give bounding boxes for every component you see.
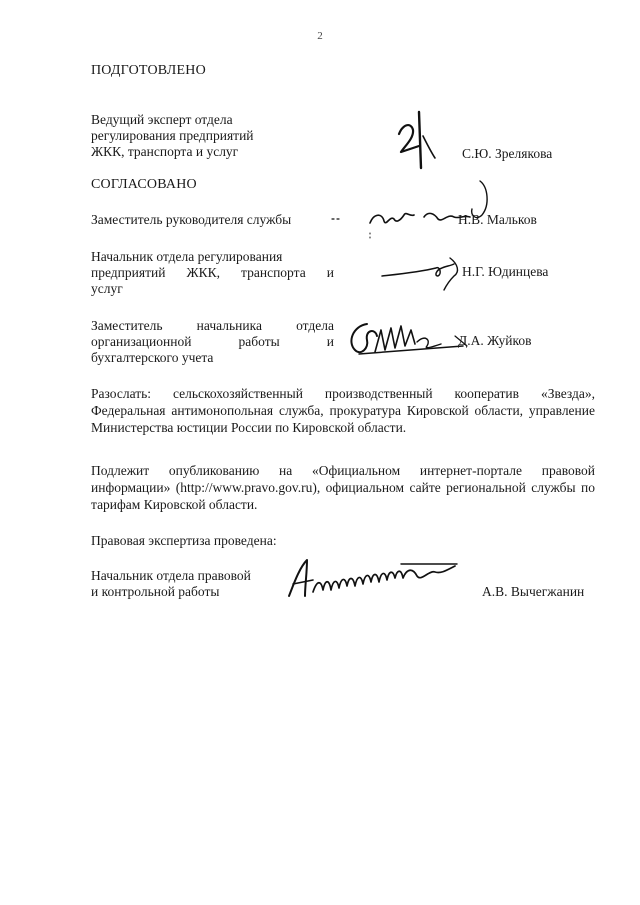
agreed-heading: СОГЛАСОВАНО	[91, 177, 197, 192]
prepared-position	[91, 112, 351, 160]
signer-2-name: Н.Г. Юдинцева	[462, 264, 549, 279]
signer-2-position	[91, 249, 334, 297]
position-line: услуг	[91, 281, 123, 296]
legal-review-note: Правовая экспертиза проведена:	[91, 533, 277, 548]
signature-vychegzhanin	[283, 556, 463, 606]
position-line: предприятий ЖКК, транспорта и	[91, 265, 334, 280]
signature-zhuikov	[345, 316, 475, 364]
signer-1-position	[91, 212, 331, 228]
position-line: Заместитель руководителя службы	[91, 212, 292, 227]
position-line: организационной работы и	[91, 334, 334, 349]
position-line: бухгалтерского учета	[91, 350, 214, 365]
position-line: ЖКК, транспорта и услуг	[91, 144, 239, 159]
signature-malkov	[330, 175, 500, 245]
prepared-heading: ПОДГОТОВЛЕНО	[91, 63, 206, 78]
signer-3-name: Д.А. Жуйков	[458, 333, 532, 348]
distribution-list: Разослать: сельскохозяйственный производственный кооператив «Звезда», Федеральная антимонопольная служба, прокуратура Кировской области, управление Министерства юстиции России по Кировской области.	[91, 386, 595, 435]
page-number: 2	[317, 30, 323, 42]
publication-note: Подлежит опубликованию на «Официальном интернет-портале правовой информации» (http://www.pravo.gov.ru), официальном сайте региональной службы по тарифам Кировской области.	[91, 463, 595, 512]
prepared-name: С.Ю. Зрелякова	[462, 146, 553, 161]
position-line: и контрольной работы	[91, 584, 220, 599]
position-line: Заместитель начальника отдела	[91, 318, 334, 333]
signer-1-name: Н.В. Мальков	[458, 212, 537, 227]
signature-zrelyakova	[393, 108, 443, 170]
position-line: Начальник отдела правовой	[91, 568, 251, 583]
signer-3-position	[91, 318, 334, 366]
signature-yudintseva	[380, 252, 470, 292]
position-line: Начальник отдела регулирования	[91, 249, 283, 264]
position-line: регулирования предприятий	[91, 128, 254, 143]
legal-review-name: А.В. Вычегжанин	[482, 584, 585, 599]
position-line: Ведущий эксперт отдела	[91, 112, 233, 127]
legal-review-position	[91, 568, 291, 600]
